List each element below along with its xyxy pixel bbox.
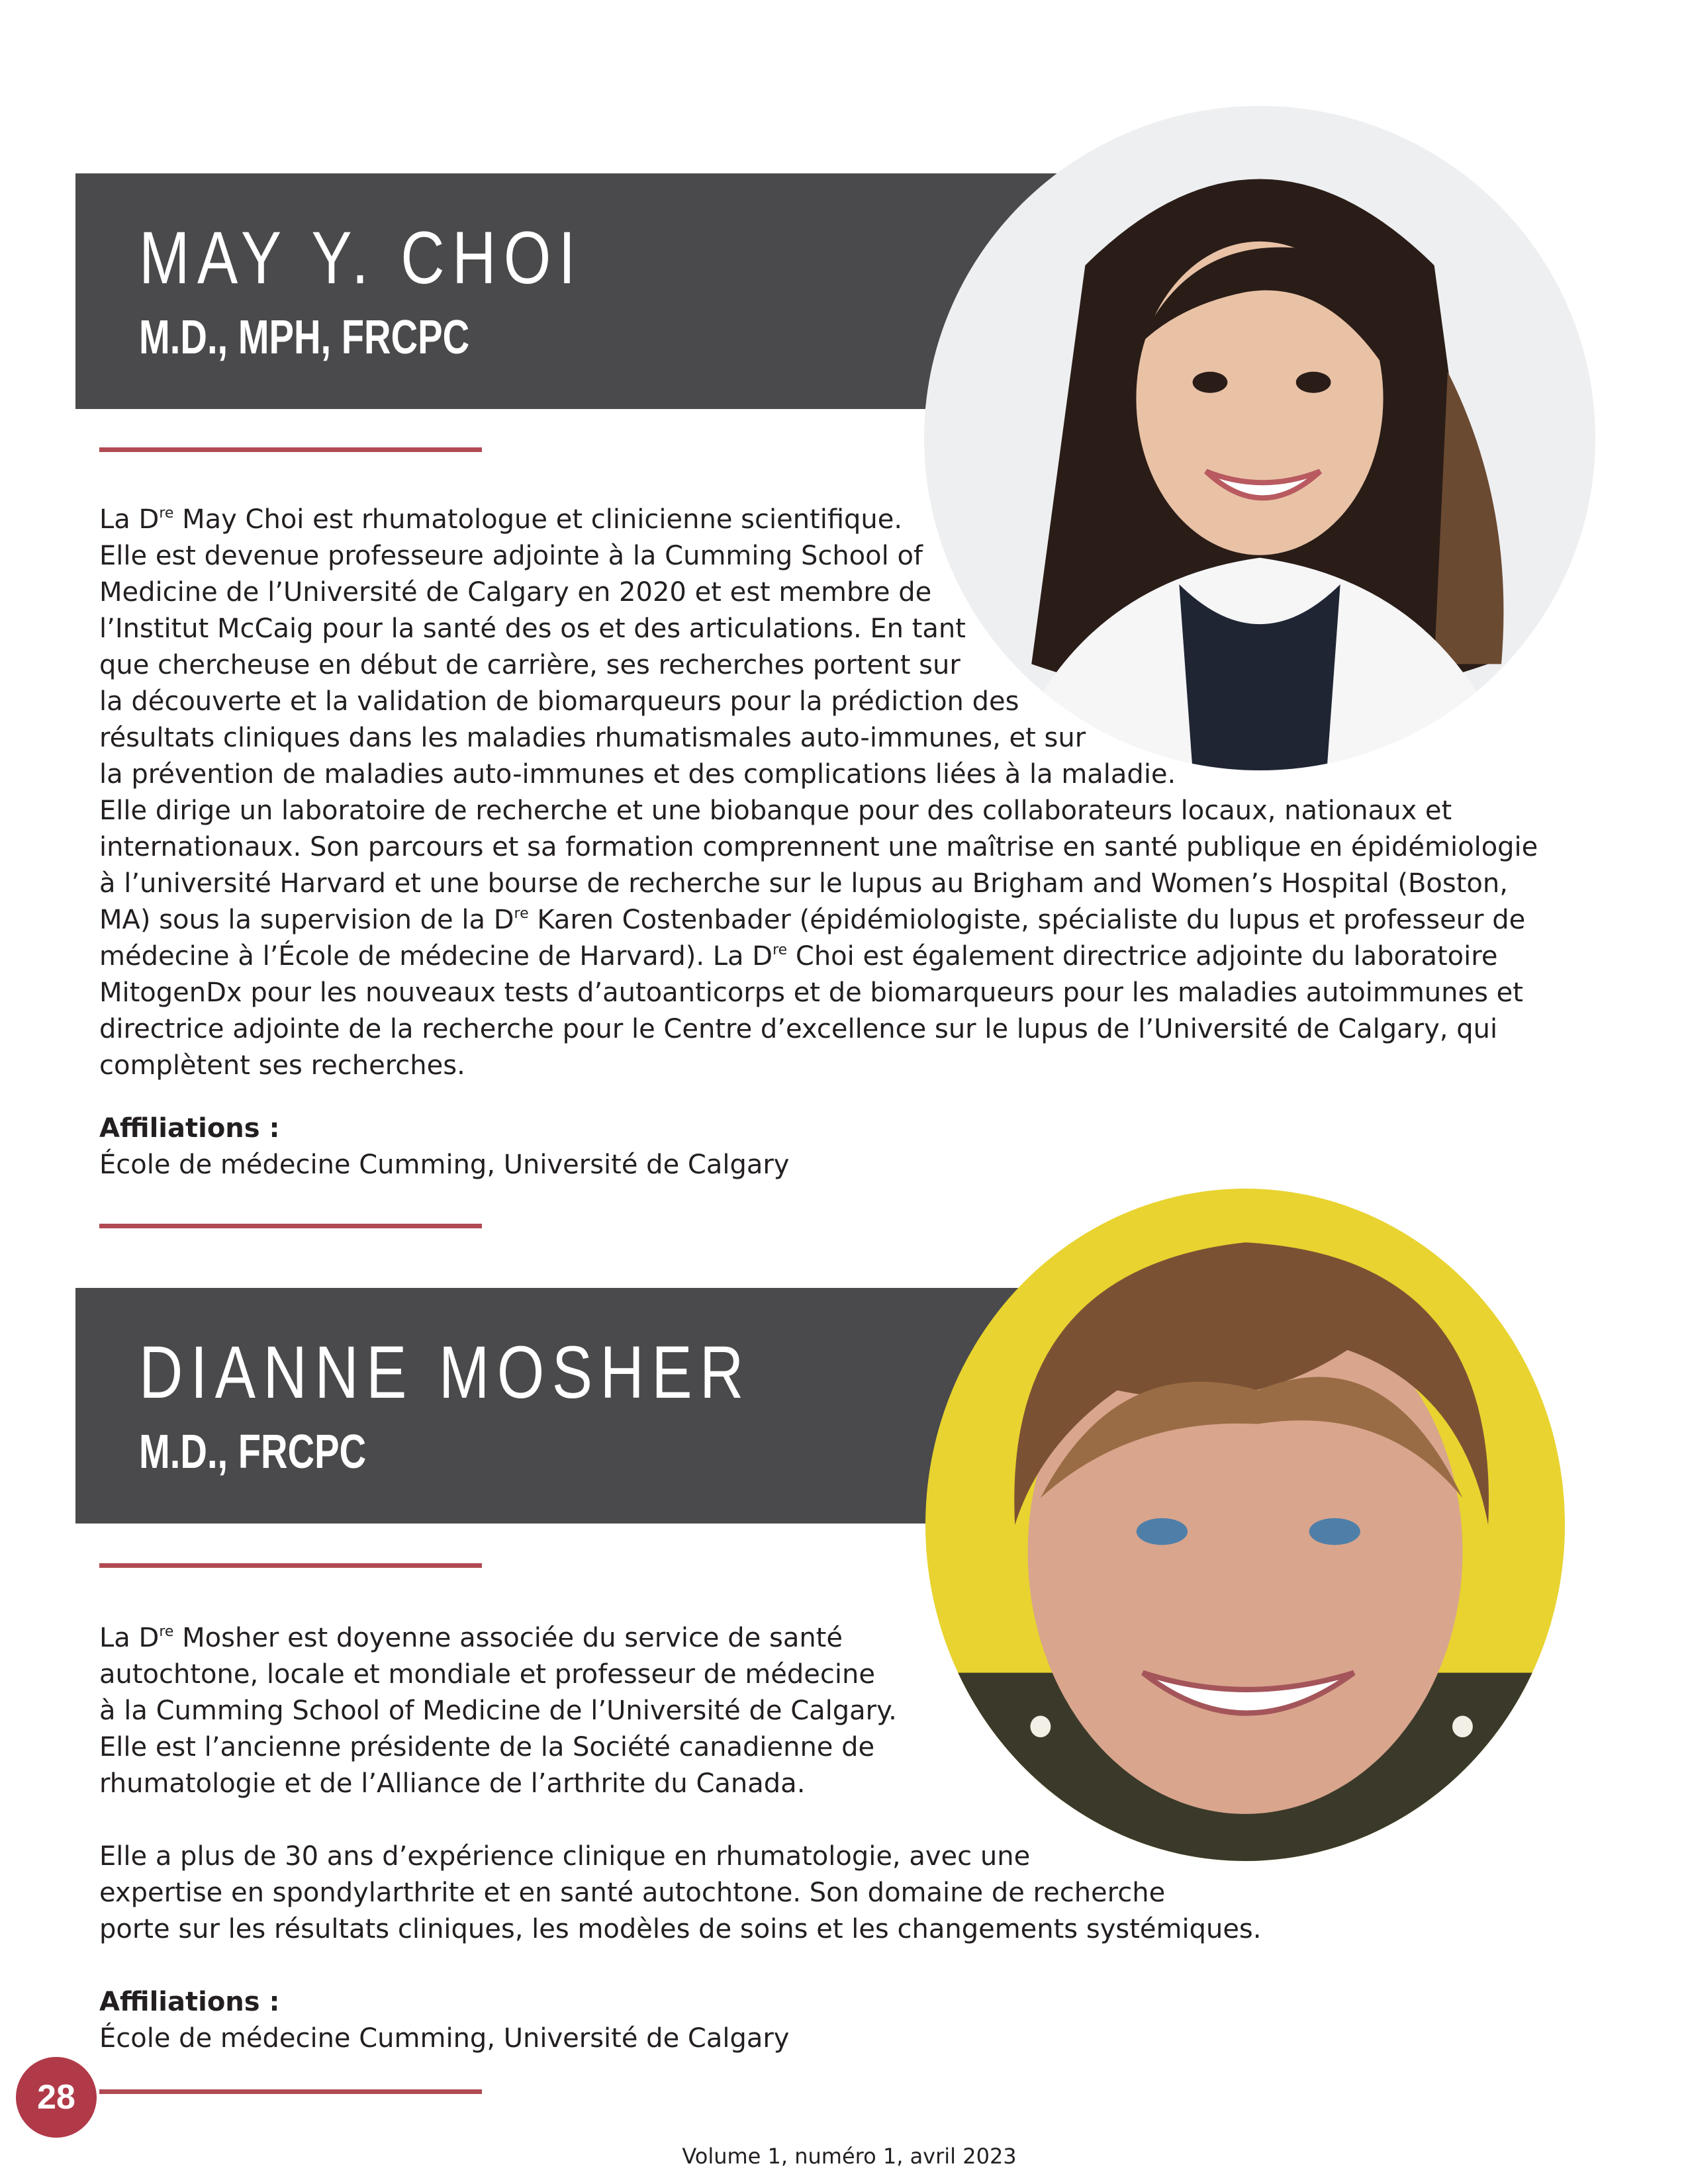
bio-line: porte sur les résultats cliniques, les modèles de soins et les changements systémiques.: [99, 1914, 1262, 1944]
bio-line: MA) sous la supervision de la Dre Karen Costenbader (épidémiologiste, spécialiste du lupus et professeur de: [99, 905, 1526, 935]
bio-line: expertise en spondylarthrite et en santé autochtone. Son domaine de recherche: [99, 1878, 1166, 1908]
accent-divider: [99, 447, 482, 452]
affiliations-value: École de médecine Cumming, Université de Calgary: [99, 2023, 790, 2054]
profile-degrees: M.D., MPH, FRCPC: [139, 311, 470, 364]
profile-bio: [99, 1620, 1262, 1948]
profile-name: MAY Y. CHOI: [139, 216, 583, 299]
accent-divider: [99, 1224, 482, 1228]
title-superscript: re: [159, 505, 174, 522]
bio-line: Elle est l’ancienne présidente de la Société canadienne de: [99, 1732, 875, 1762]
bio-line: résultats cliniques dans les maladies rhumatismales auto-immunes, et sur: [99, 723, 1086, 753]
profile-bio: [99, 502, 1538, 1084]
bio-line: l’Institut McCaig pour la santé des os et des articulations. En tant: [99, 614, 966, 644]
affiliations-value: École de médecine Cumming, Université de Calgary: [99, 1150, 790, 1180]
bio-line: Elle est devenue professeure adjointe à la Cumming School of: [99, 541, 923, 571]
bio-line: internationaux. Son parcours et sa formation comprennent une maîtrise en santé publique en épidémiologie: [99, 832, 1538, 862]
bio-line: Medicine de l’Université de Calgary en 2020 et est membre de: [99, 577, 932, 608]
name-band: [75, 1288, 1068, 1524]
bio-line: rhumatologie et de l’Alliance de l’arthrite du Canada.: [99, 1768, 806, 1799]
affiliations-label: Affiliations :: [99, 1987, 280, 2017]
title-superscript: re: [773, 942, 788, 958]
issue-footer: Volume 1, numéro 1, avril 2023: [682, 2144, 1017, 2169]
bio-line: [99, 1802, 1262, 1839]
bio-line: que chercheuse en début de carrière, ses recherches portent sur: [99, 650, 961, 680]
bio-line: Elle a plus de 30 ans d’expérience clinique en rhumatologie, avec une: [99, 1841, 1031, 1872]
profile-degrees: M.D., FRCPC: [139, 1426, 367, 1479]
title-superscript: re: [514, 905, 529, 922]
bio-line: La Dre May Choi est rhumatologue et clinicienne scientifique.: [99, 504, 903, 535]
bio-line: La Dre Mosher est doyenne associée du service de santé: [99, 1623, 843, 1653]
accent-divider: [99, 2089, 482, 2094]
name-band: [75, 173, 1068, 409]
bio-line: MitogenDx pour les nouveaux tests d’autoanticorps et de biomarqueurs pour les maladies autoimmunes et: [99, 978, 1523, 1008]
title-superscript: re: [159, 1623, 174, 1640]
accent-divider: [99, 1563, 482, 1568]
bio-line: directrice adjointe de la recherche pour le Centre d’excellence sur le lupus de l’Université de Calgary, qui: [99, 1014, 1498, 1044]
bio-line: la prévention de maladies auto-immunes et des complications liées à la maladie.: [99, 759, 1176, 790]
bio-line: médecine à l’École de médecine de Harvard). La Dre Choi est également directrice adjointe du laboratoire: [99, 941, 1498, 972]
affiliations-label: Affiliations :: [99, 1113, 280, 1144]
bio-line: la découverte et la validation de biomarqueurs pour la prédiction des: [99, 686, 1019, 717]
page-number-badge: 28: [16, 2057, 97, 2138]
bio-line: Elle dirige un laboratoire de recherche et une biobanque pour des collaborateurs locaux, nationaux et: [99, 796, 1452, 826]
bio-line: autochtone, locale et mondiale et professeur de médecine: [99, 1659, 875, 1690]
bio-line: à l’université Harvard et une bourse de recherche sur le lupus au Brigham and Women’s Hospital (Boston,: [99, 868, 1508, 899]
bio-line: à la Cumming School of Medicine de l’Université de Calgary.: [99, 1696, 897, 1726]
bio-line: complètent ses recherches.: [99, 1050, 465, 1081]
profile-name: DIANNE MOSHER: [139, 1331, 751, 1414]
